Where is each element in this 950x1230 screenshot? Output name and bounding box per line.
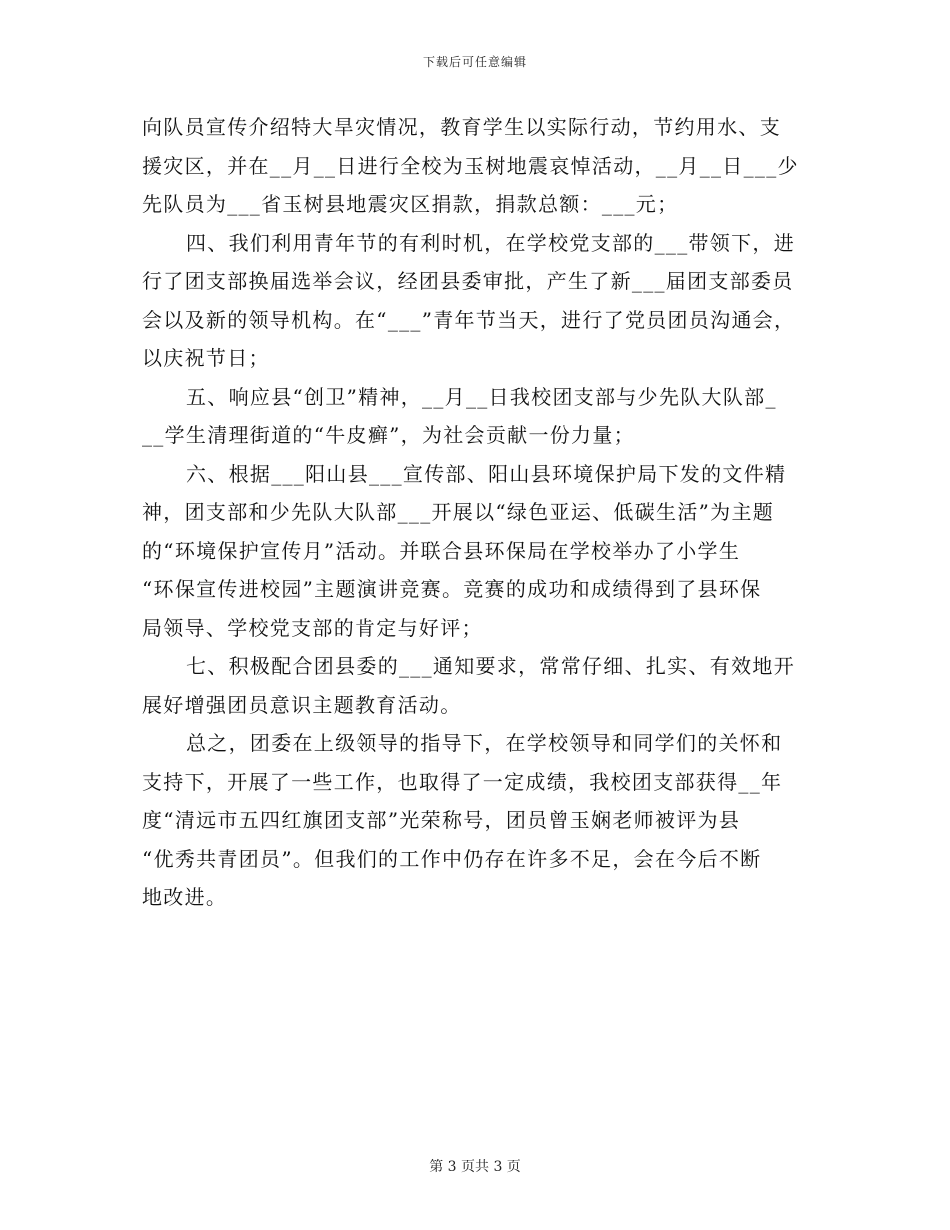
document-body [142, 108, 824, 917]
text-line: 度“清远市五四红旗团支部”光荣称号，团员曾玉娴老师被评为县 [142, 808, 741, 832]
text-line: __学生清理街道的“牛皮癣”，为社会贡献一份力量； [142, 423, 635, 447]
paragraph-item-seven [142, 647, 824, 724]
text-line: 展好增强团员意识主题教育活动。 [142, 692, 462, 717]
page-footer: 第 3 页共 3 页 [429, 1159, 521, 1175]
paragraph-item-six [142, 455, 824, 648]
paragraph-item-four [142, 224, 824, 378]
text-line: 神，团支部和少先队大队部___开展以“绿色亚运、低碳生活”为主题 [142, 500, 775, 524]
text-line: 会以及新的领导机构。在“___”青年节当天，进行了党员团员沟通会， [142, 307, 796, 332]
text-line: 五、响应县“创卫”精神，__月__日我校团支部与少先队大队部_ [186, 384, 777, 409]
text-line: 六、根据___阳山县___宣传部、阳山县环境保护局下发的文件精 [186, 461, 787, 486]
text-line: 以庆祝节日； [142, 346, 270, 370]
text-line: 行了团支部换届选举会议，经团县委审批，产生了新___届团支部委员 [142, 269, 794, 293]
paragraph-summary [142, 724, 824, 917]
paragraph-continuation [142, 108, 824, 224]
text-line: 援灾区，并在__月__日进行全校为玉树地震哀悼活动，__月__日___少 [142, 153, 799, 178]
text-line: “环保宣传进校园”主题演讲竞赛。竞赛的成功和成绩得到了县环保 [142, 577, 762, 601]
text-line: 四、我们利用青年节的有利时机，在学校党支部的___带领下，进 [186, 230, 795, 255]
text-line: 支持下，开展了一些工作，也取得了一定成绩，我校团支部获得__年 [142, 769, 783, 794]
text-line: 向队员宣传介绍特大旱灾情况，教育学生以实际行动，节约用水、支 [142, 115, 781, 139]
text-line: 地改进。 [142, 885, 228, 909]
page-header: 下载后可任意编辑 [422, 55, 527, 69]
text-line: 先队员为___省玉树县地震灾区捐款，捐款总额：___元； [142, 192, 679, 216]
text-line: 七、积极配合团县委的___通知要求，常常仔细、扎实、有效地开 [186, 654, 795, 678]
text-line: 总之，团委在上级领导的指导下，在学校领导和同学们的关怀和 [186, 731, 783, 755]
paragraph-item-five [142, 378, 824, 455]
text-line: 的“环境保护宣传月”活动。并联合县环保局在学校举办了小学生 [142, 538, 741, 563]
text-line: 局领导、学校党支部的肯定与好评； [142, 615, 483, 640]
text-line: “优秀共青团员”。但我们的工作中仍存在许多不足，会在今后不断 [142, 846, 762, 871]
